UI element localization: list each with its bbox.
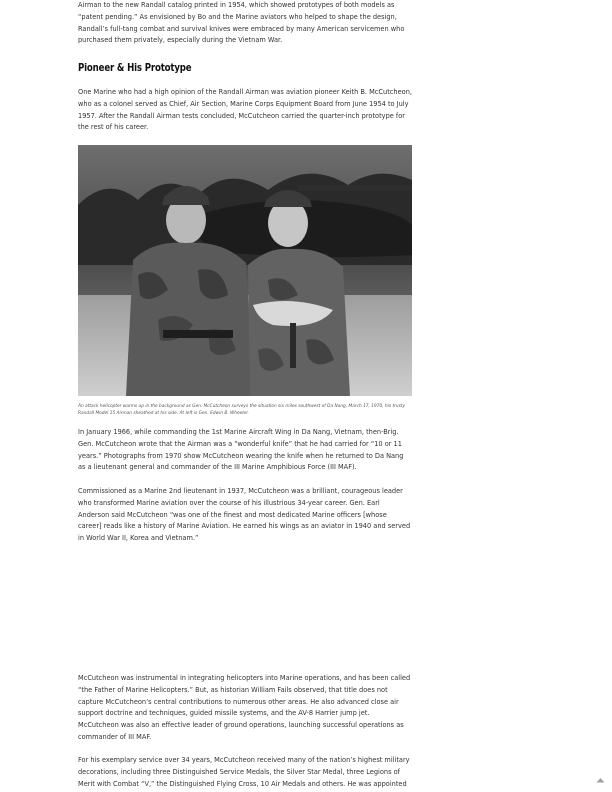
section-heading: Pioneer & His Prototype xyxy=(78,62,192,74)
photo-mccutcheon-wheeler xyxy=(78,145,412,396)
paragraph-january-1966: In January 1966, while commanding the 1st Marine Aircraft Wing in Da Nang, Vietnam, then-Brig. Gen. McCutcheon wrote that the Airman was a “wonderful knife” that he had carried for “10 or 11 years.” Photographs from 1970 show McCutcheon wearing the knife when he returned to Da Nang as a lieutenant general and commander of the III Marine Amphibious Force (III MAF). xyxy=(78,428,404,472)
paragraph-father-of-helicopters: McCutcheon was instrumental in integrating helicopters into Marine operations, and has been called “the Father of Marine Helicopters.” But, as historian William Fails observed, that title does not capture McCutcheon’s central contributions to numerous other areas. He also advanced close air support doctrine and techniques, guided missile systems, and the AV-8 Harrier jump jet. McCutcheon was also an effective leader of ground operations, launching successful operations as commander of III MAF. xyxy=(78,674,411,741)
article-photo xyxy=(78,145,412,396)
chevron-up-icon xyxy=(596,776,605,786)
photo-caption: An attack helicopter warms up in the background as Gen. McCutcheon surveys the situation six miles southwest of Da Nang, March 17, 1970, his trusty Randall Model 15 Airman sheathed at his side. At left is Gen. Edwin B. Wheeler. xyxy=(78,404,406,416)
paragraph-commissioned-1937: Commissioned as a Marine 2nd lieutenant in 1937, McCutcheon was a brilliant, courageous leader who transformed Marine aviation over the course of his illustrious 34-year career. Gen. Earl Anderson said McCutcheon “was one of the finest and most dedicated Marine officers [whose career] reads like a history of Marine Aviation. He earned his wings as an aviator in 1940 and served in World War II, Korea and Vietnam.” xyxy=(78,487,411,543)
intro-paragraph: Airman to the new Randall catalog printed in 1954, which showed prototypes of both models as “patent pending.” As envisioned by Bo and the Marine aviators who helped to shape the design, Randall’s full-tang combat and survival knives were embraced by many American servicemen who purchased them privately, especially during the Vietnam War. xyxy=(78,1,405,45)
paragraph-keith-mccutcheon: One Marine who had a high opinion of the Randall Airman was aviation pioneer Keith B. McCutcheon, who as a colonel served as Chief, Air Section, Marine Corps Equipment Board from June 1954 to July 1957. After the Randall Airman tests concluded, McCutcheon carried the quarter-inch prototype for the rest of his career. xyxy=(78,88,412,132)
paragraph-decorations: For his exemplary service over 34 years, McCutcheon received many of the nation’s highest military decorations, including three Distinguished Service Medals, the Silver Star Medal, three Legions of Merit with Combat “V,” the Distinguished Flying Cross, 10 Air Medals and others. He was appointed xyxy=(78,756,410,788)
scroll-to-top-button[interactable] xyxy=(593,776,607,786)
